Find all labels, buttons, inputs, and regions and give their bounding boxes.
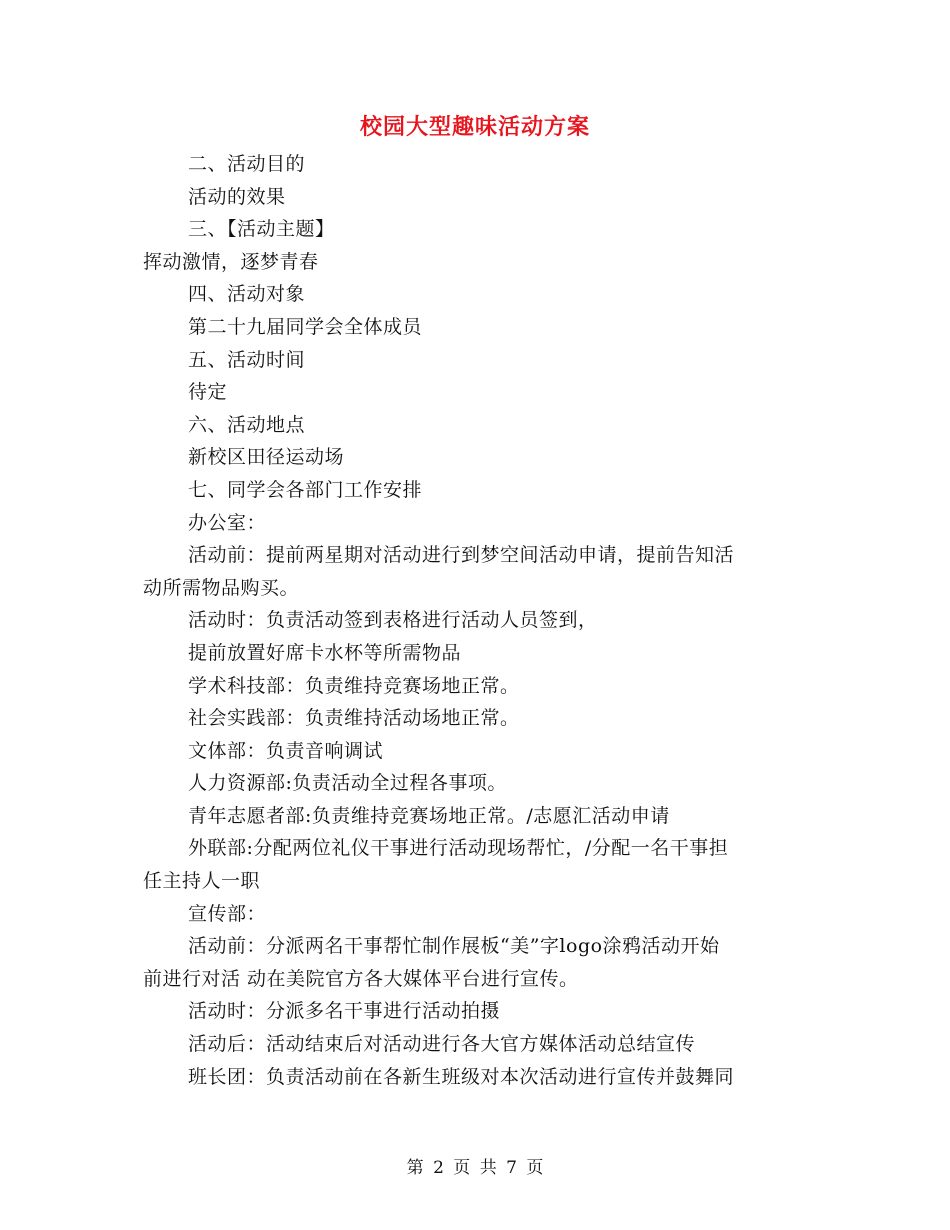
text-line: 活动时：分派多名干事进行活动拍摄 bbox=[188, 1000, 501, 1023]
text-line: 六、活动地点 bbox=[188, 413, 306, 436]
text-line: 青年志愿者部:负责维持竞赛场地正常。/志愿汇活动申请 bbox=[188, 804, 670, 827]
text-line: 任主持人一职 bbox=[143, 870, 261, 893]
text-line: 二、活动目的 bbox=[188, 153, 306, 175]
text-line: 活动前：分派两名干事帮忙制作展板“美”字logo涂鸦活动开始 bbox=[188, 935, 720, 958]
text-line: 四、活动对象 bbox=[188, 283, 306, 306]
text-line: 办公室： bbox=[188, 511, 267, 534]
text-line: 活动前：提前两星期对活动进行到梦空间活动申请，提前告知活 bbox=[188, 544, 735, 567]
text-line: 外联部:分配两位礼仪干事进行活动现场帮忙，/分配一名干事担 bbox=[188, 837, 729, 860]
text-line: 五、活动时间 bbox=[188, 348, 306, 371]
text-line: 动所需物品购买。 bbox=[143, 576, 300, 599]
page-footer: 第 2 页 共 7 页 bbox=[406, 1158, 544, 1178]
text-line: 待定 bbox=[188, 381, 228, 404]
text-line: 宣传部： bbox=[188, 902, 267, 925]
text-line: 提前放置好席卡水杯等所需物品 bbox=[188, 641, 462, 664]
text-line: 七、同学会各部门工作安排 bbox=[188, 478, 423, 501]
text-line: 挥动激情，逐梦青春 bbox=[143, 250, 319, 273]
text-line: 第二十九届同学会全体成员 bbox=[188, 315, 423, 338]
document-title: 校园大型趣味活动方案 bbox=[359, 114, 590, 140]
text-line: 前进行对活 动在美院官方各大媒体平台进行宣传。 bbox=[143, 967, 579, 990]
text-line: 活动时：负责活动签到表格进行活动人员签到， bbox=[188, 609, 598, 632]
text-line: 活动的效果 bbox=[188, 185, 286, 208]
text-line: 活动后：活动结束后对活动进行各大官方媒体活动总结宣传 bbox=[188, 1033, 696, 1056]
text-line: 文体部：负责音响调试 bbox=[188, 739, 384, 762]
text-line: 新校区田径运动场 bbox=[188, 446, 345, 469]
document-body bbox=[143, 148, 813, 1093]
text-line: 班长团：负责活动前在各新生班级对本次活动进行宣传并鼓舞同 bbox=[188, 1065, 735, 1088]
text-line: 社会实践部：负责维持活动场地正常。 bbox=[188, 707, 520, 730]
text-line: 学术科技部：负责维持竞赛场地正常。 bbox=[188, 674, 520, 697]
text-line: 三、【活动主题】 bbox=[188, 218, 335, 241]
text-line: 人力资源部:负责活动全过程各事项。 bbox=[188, 772, 507, 795]
